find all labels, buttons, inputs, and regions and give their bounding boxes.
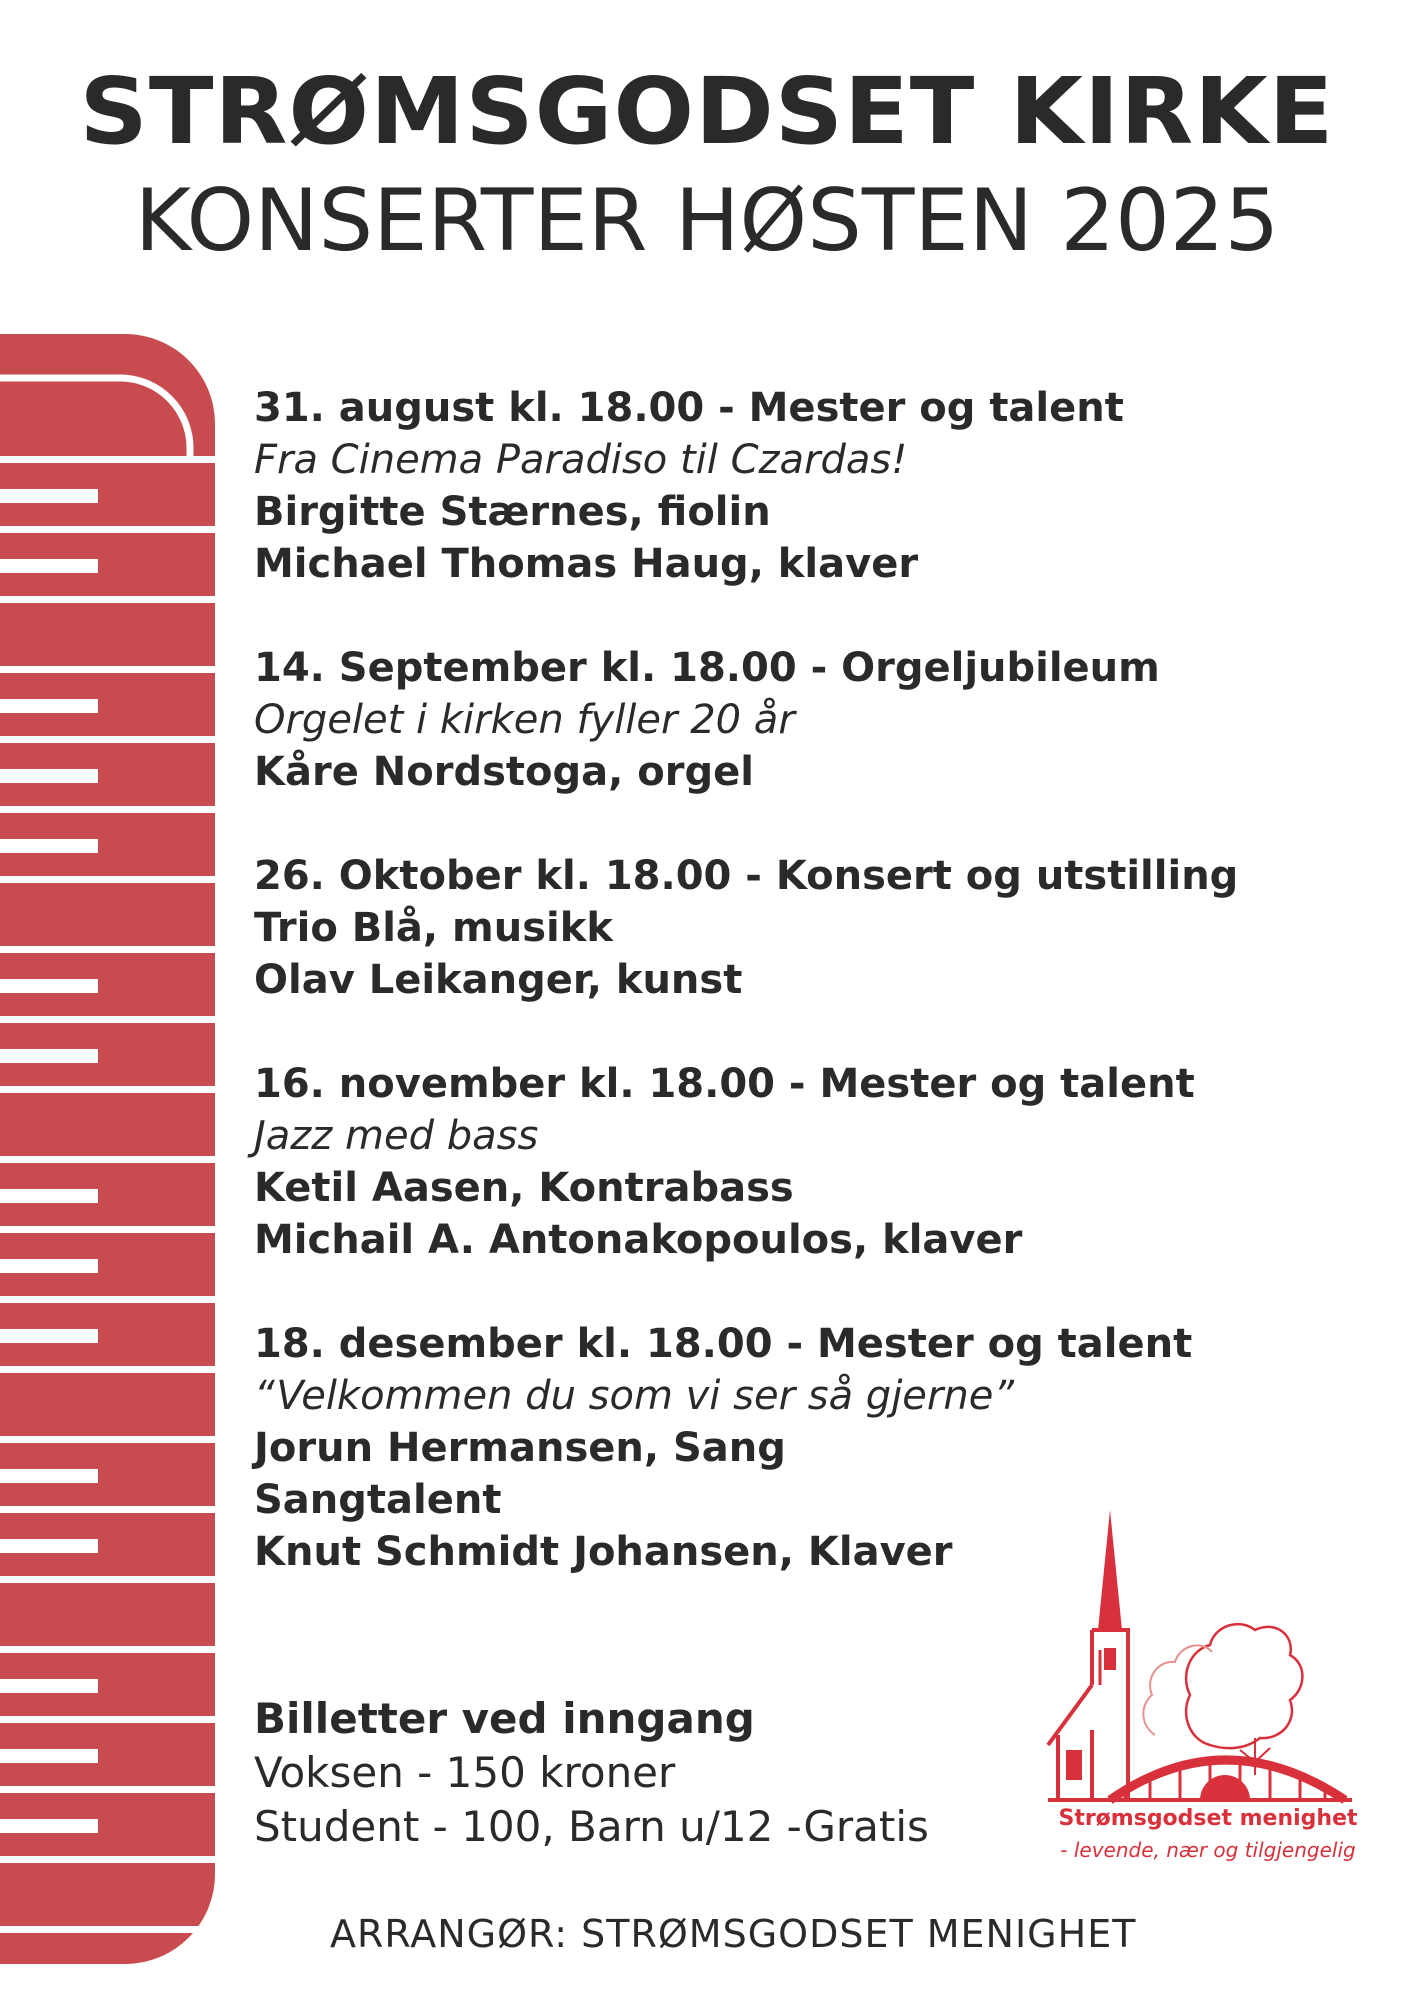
piano-black-key — [0, 1329, 98, 1343]
piano-black-key — [0, 769, 98, 783]
piano-key-divider — [0, 1296, 215, 1303]
piano-key-divider — [0, 1016, 215, 1023]
piano-key-divider — [0, 456, 215, 463]
piano-key-divider — [0, 1856, 215, 1863]
page-title: STRØMSGODSET KIRKE — [79, 58, 1335, 165]
page-subtitle: KONSERTER HØSTEN 2025 — [134, 171, 1280, 271]
event-performer: Sangtalent — [254, 1477, 502, 1523]
piano-black-key — [0, 1679, 98, 1693]
event-tagline: “Velkommen du som vi ser så gjerne” — [254, 1373, 1015, 1419]
piano-black-key — [0, 1189, 98, 1203]
piano-black-key — [0, 839, 98, 853]
concert-event — [254, 642, 1374, 798]
piano-black-key — [0, 699, 98, 713]
event-performer: Birgitte Stærnes, fiolin — [254, 489, 771, 535]
piano-black-key — [0, 1049, 98, 1063]
concert-event — [254, 850, 1374, 1006]
piano-black-key — [0, 1539, 98, 1553]
piano-key-divider — [0, 1086, 215, 1093]
ticket-price-student: Student - 100, Barn u/12 -Gratis — [254, 1802, 929, 1851]
event-tagline: Jazz med bass — [254, 1113, 539, 1159]
event-performer: Michael Thomas Haug, klaver — [254, 541, 919, 587]
piano-key-divider — [0, 596, 215, 603]
piano-key-divider — [0, 1156, 215, 1163]
ticket-info — [254, 1692, 929, 1854]
event-performer: Olav Leikanger, kunst — [254, 957, 743, 1003]
concert-event — [254, 1058, 1374, 1266]
piano-key-divider — [0, 806, 215, 813]
ticket-heading: Billetter ved inngang — [254, 1694, 755, 1743]
ticket-price-adult: Voksen - 150 kroner — [254, 1748, 676, 1797]
piano-black-key — [0, 1819, 98, 1833]
piano-black-key — [0, 979, 98, 993]
event-tagline: Orgelet i kirken fyller 20 år — [254, 697, 795, 743]
piano-key-divider — [0, 1926, 215, 1933]
piano-key-divider — [0, 876, 215, 883]
event-performer: Knut Schmidt Johansen, Klaver — [254, 1529, 953, 1575]
organizer-footer: ARRANGØR: STRØMSGODSET MENIGHET — [330, 1912, 1137, 1956]
event-heading: 14. September kl. 18.00 - Orgeljubileum — [254, 645, 1160, 691]
piano-key-divider — [0, 1366, 215, 1373]
event-performer: Trio Blå, musikk — [254, 905, 613, 951]
piano-key-divider — [0, 1226, 215, 1233]
logo-name: Strømsgodset menighet — [1058, 1806, 1358, 1831]
event-tagline: Fra Cinema Paradiso til Czardas! — [254, 437, 908, 483]
piano-key-divider — [0, 526, 215, 533]
church-logo — [1040, 1500, 1360, 1840]
event-heading: 26. Oktober kl. 18.00 - Konsert og utstilling — [254, 853, 1239, 899]
piano-key-divider — [0, 1716, 215, 1723]
event-performer: Kåre Nordstoga, orgel — [254, 749, 754, 795]
logo-tagline: - levende, nær og tilgjengelig — [1060, 1838, 1356, 1862]
piano-key-divider — [0, 666, 215, 673]
piano-black-key — [0, 1259, 98, 1273]
piano-key-divider — [0, 1576, 215, 1583]
event-heading: 16. november kl. 18.00 - Mester og talent — [254, 1061, 1195, 1107]
piano-key-divider — [0, 1646, 215, 1653]
piano-key-divider — [0, 1786, 215, 1793]
event-performer: Ketil Aasen, Kontrabass — [254, 1165, 794, 1211]
event-performer: Jorun Hermansen, Sang — [254, 1425, 786, 1471]
event-heading: 18. desember kl. 18.00 - Mester og talent — [254, 1321, 1193, 1367]
piano-key-divider — [0, 946, 215, 953]
concert-list — [254, 382, 1374, 1630]
event-performer: Michail A. Antonakopoulos, klaver — [254, 1217, 1023, 1263]
event-heading: 31. august kl. 18.00 - Mester og talent — [254, 385, 1124, 431]
concert-event — [254, 382, 1374, 590]
piano-black-key — [0, 1749, 98, 1763]
piano-black-key — [0, 559, 98, 573]
piano-key-divider — [0, 1506, 215, 1513]
piano-black-key — [0, 1469, 98, 1483]
piano-black-key — [0, 489, 98, 503]
piano-key-divider — [0, 736, 215, 743]
piano-keyboard-graphic — [0, 334, 215, 1964]
piano-key-divider — [0, 1436, 215, 1443]
